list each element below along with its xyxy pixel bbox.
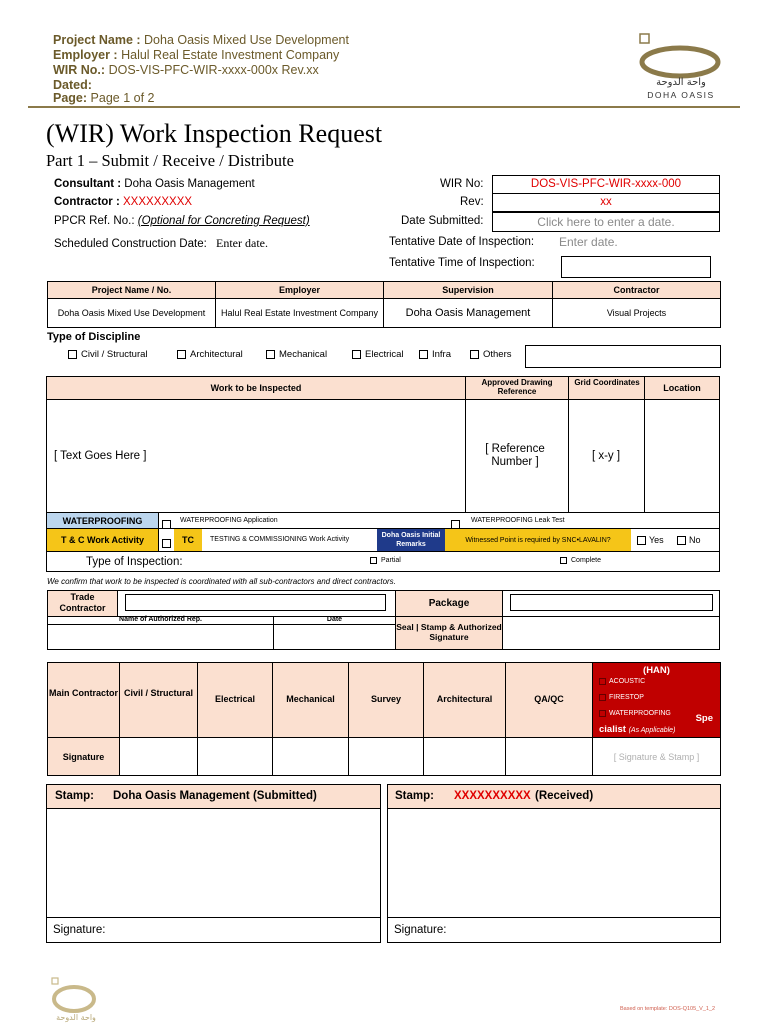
parties-header-employer: Employer bbox=[216, 282, 384, 299]
initial-remarks-label: Doha Oasis Initial Remarks bbox=[377, 529, 445, 551]
work-header-drawing: Approved Drawing Reference bbox=[481, 378, 553, 396]
parties-employer-value: Halul Real Estate Investment Company bbox=[216, 299, 384, 328]
tentative-date-label: Tentative Date of Inspection: bbox=[389, 236, 535, 248]
tentative-time-label: Tentative Time of Inspection: bbox=[389, 257, 535, 269]
ppcr-value[interactable]: (Optional for Concreting Request) bbox=[137, 215, 310, 227]
divider bbox=[158, 529, 159, 551]
specialist-b: cialist bbox=[599, 724, 626, 735]
wir-no-field[interactable]: DOS-VIS-PFC-WIR-xxxx-000 bbox=[492, 175, 720, 194]
signoff-mechanical: Mechanical bbox=[286, 694, 335, 704]
discipline-electrical-label: Electrical bbox=[365, 349, 404, 360]
specialist-a: Spe bbox=[695, 713, 713, 724]
page-title: (WIR) Work Inspection Request bbox=[46, 119, 383, 148]
discipline-infra-label: Infra bbox=[432, 349, 452, 360]
signoff-qaqc: QA/QC bbox=[534, 694, 564, 704]
project-label: Project Name : bbox=[53, 33, 141, 47]
parties-table bbox=[47, 281, 721, 328]
parties-header-project: Project Name / No. bbox=[48, 282, 216, 299]
date-label: Date bbox=[326, 616, 343, 623]
checkbox[interactable] bbox=[266, 350, 275, 359]
trade-date-field[interactable] bbox=[274, 625, 395, 649]
stamp-left-header bbox=[47, 785, 380, 809]
employer-label: Employer : bbox=[53, 48, 118, 62]
divider bbox=[465, 377, 466, 512]
work-header-grid: Grid Coordinates bbox=[574, 378, 640, 387]
stamp-left-signature: Signature: bbox=[53, 924, 106, 936]
header-rule bbox=[28, 106, 740, 108]
tc-short-label: TC bbox=[174, 529, 202, 551]
sig-survey-field[interactable] bbox=[349, 738, 423, 775]
discipline-civil[interactable] bbox=[68, 349, 148, 360]
signature-row-label: Signature bbox=[48, 738, 119, 775]
seal-field[interactable] bbox=[503, 617, 719, 649]
divider bbox=[47, 917, 380, 918]
sig-architectural-field[interactable] bbox=[424, 738, 505, 775]
divider bbox=[117, 591, 118, 616]
contractor-label: Contractor : bbox=[54, 196, 120, 208]
footer-template: Based on template: DOS-Q105_V_1_2 bbox=[620, 1006, 716, 1012]
as-applicable: (As Applicable) bbox=[628, 727, 676, 734]
page-subtitle: Part 1 – Submit / Receive / Distribute bbox=[46, 151, 294, 170]
auth-rep-field[interactable] bbox=[48, 625, 273, 649]
work-text[interactable]: [ Text Goes Here ] bbox=[54, 450, 147, 462]
parties-supervision-value: Doha Oasis Management bbox=[384, 299, 553, 328]
tc-activity-label: T & C Work Activity bbox=[47, 529, 158, 551]
checkbox[interactable] bbox=[68, 350, 77, 359]
witness-yes[interactable] bbox=[637, 535, 664, 545]
stamp-left-area[interactable] bbox=[47, 810, 380, 917]
stamp-left-label: Stamp: bbox=[55, 790, 94, 802]
parties-header-supervision: Supervision bbox=[384, 282, 553, 299]
page-value: Page 1 of 2 bbox=[90, 91, 155, 105]
signoff-architectural: Architectural bbox=[436, 694, 493, 704]
project-value: Doha Oasis Mixed Use Development bbox=[144, 33, 349, 47]
discipline-label: Type of Discipline bbox=[47, 331, 141, 343]
discipline-architectural[interactable] bbox=[177, 349, 243, 360]
stamp-right-signature: Signature: bbox=[394, 924, 447, 936]
rev-field[interactable]: xx bbox=[492, 193, 720, 212]
han-waterproofing-label: WATERPROOFING bbox=[609, 710, 671, 717]
inspection-partial[interactable] bbox=[370, 557, 401, 564]
grid-coordinates[interactable]: [ x-y ] bbox=[591, 450, 621, 462]
package-field[interactable] bbox=[510, 594, 713, 611]
date-submitted-label: Date Submitted: bbox=[401, 215, 484, 227]
wp-app-label: WATERPROOFING Application bbox=[180, 517, 278, 524]
divider bbox=[47, 399, 719, 400]
checkbox[interactable] bbox=[419, 350, 428, 359]
tentative-time-field[interactable] bbox=[561, 256, 711, 278]
signoff-survey: Survey bbox=[370, 694, 402, 704]
yes-label: Yes bbox=[649, 535, 664, 545]
witness-no[interactable] bbox=[677, 535, 701, 545]
ppcr-row bbox=[54, 215, 310, 227]
logo-text: DOHA OASIS bbox=[647, 90, 715, 100]
employer-value: Halul Real Estate Investment Company bbox=[121, 48, 340, 62]
sched-label: Scheduled Construction Date: bbox=[54, 238, 207, 250]
sig-qaqc-field[interactable] bbox=[506, 738, 592, 775]
page-label: Page: bbox=[53, 91, 88, 105]
consultant-row bbox=[54, 178, 255, 190]
parties-header-contractor: Contractor bbox=[553, 282, 721, 299]
divider bbox=[568, 377, 569, 512]
consultant-label: Consultant : bbox=[54, 178, 122, 190]
tentative-date-field[interactable]: Enter date. bbox=[559, 235, 618, 249]
footer-logo-arabic: واحة الدوحة bbox=[56, 1013, 96, 1022]
divider bbox=[388, 917, 720, 918]
sig-specialist-field[interactable]: [ Signature & Stamp ] bbox=[613, 751, 700, 762]
sched-row bbox=[54, 236, 268, 251]
date-submitted-field[interactable]: Click here to enter a date. bbox=[492, 212, 720, 232]
han-acoustic-label: ACOUSTIC bbox=[609, 678, 646, 685]
stamp-right-label: Stamp: bbox=[395, 790, 434, 802]
han-firestop-label: FIRESTOP bbox=[609, 694, 644, 701]
checkbox[interactable] bbox=[352, 350, 361, 359]
han-label: (HAN) bbox=[643, 665, 670, 676]
wir-value: DOS-VIS-PFC-WIR-xxxx-000x Rev.xx bbox=[108, 63, 319, 77]
header-employer bbox=[53, 48, 339, 63]
dated-label: Dated: bbox=[53, 78, 92, 92]
trade-contractor-field[interactable] bbox=[125, 594, 386, 611]
work-header-work: Work to be Inspected bbox=[210, 383, 302, 393]
type-inspection-label: Type of Inspection: bbox=[86, 556, 183, 568]
package-label: Package bbox=[396, 591, 502, 616]
stamp-right-suffix: (Received) bbox=[535, 790, 594, 802]
stamp-right-area[interactable] bbox=[388, 810, 720, 917]
parties-project-value: Doha Oasis Mixed Use Development bbox=[48, 299, 216, 328]
signoff-electrical: Electrical bbox=[214, 694, 256, 704]
discipline-mechanical-label: Mechanical bbox=[279, 349, 328, 360]
han-acoustic[interactable] bbox=[599, 678, 645, 685]
discipline-infra[interactable] bbox=[419, 349, 451, 360]
wp-leak-label: WATERPROOFING Leak Test bbox=[471, 517, 565, 524]
han-waterproofing[interactable] bbox=[599, 710, 671, 717]
logo-arabic: واحة الدوحة bbox=[656, 77, 706, 88]
discipline-civil-label: Civil / Structural bbox=[81, 349, 148, 360]
consultant-value: Doha Oasis Management bbox=[124, 178, 255, 190]
header-wir bbox=[53, 63, 319, 78]
header-page bbox=[53, 91, 154, 106]
rev-label: Rev: bbox=[460, 196, 484, 208]
sig-electrical-field[interactable] bbox=[198, 738, 272, 775]
discipline-electrical[interactable] bbox=[352, 349, 404, 360]
signoff-civil: Civil / Structural bbox=[123, 688, 194, 698]
parties-contractor-value: Visual Projects bbox=[553, 299, 721, 328]
sig-civil-field[interactable] bbox=[120, 738, 197, 775]
waterproofing-label: WATERPROOFING bbox=[47, 513, 158, 528]
sched-date-field[interactable]: Enter date. bbox=[216, 236, 268, 250]
location-field[interactable] bbox=[645, 400, 719, 512]
no-label: No bbox=[689, 535, 701, 545]
reference-number[interactable]: [ Reference Number ] bbox=[485, 443, 545, 468]
wir-no-label: WIR No: bbox=[440, 178, 484, 190]
discipline-others-label: Others bbox=[483, 349, 512, 360]
checkbox[interactable] bbox=[470, 350, 479, 359]
tc-desc: TESTING & COMMISSIONING Work Activity bbox=[210, 536, 350, 543]
sig-mechanical-field[interactable] bbox=[273, 738, 348, 775]
divider bbox=[47, 551, 719, 552]
specialist-line bbox=[599, 724, 675, 735]
confirm-note: We confirm that work to be inspected is coordinated with all sub-contractors and direct contractors. bbox=[47, 577, 396, 586]
footer-oasis-icon bbox=[46, 975, 106, 1015]
wp-app-checkbox[interactable] bbox=[162, 516, 171, 534]
witness-question: Witnessed Point is required by SNC•LAVALIN? bbox=[445, 529, 631, 551]
contractor-value[interactable]: XXXXXXXXX bbox=[123, 196, 193, 208]
others-field[interactable] bbox=[525, 345, 721, 368]
han-block bbox=[593, 663, 720, 737]
work-header-location: Location bbox=[663, 383, 701, 393]
discipline-others[interactable] bbox=[470, 349, 512, 360]
stamp-right-header bbox=[388, 785, 720, 809]
signoff-main-contractor: Main Contractor bbox=[48, 688, 118, 698]
discipline-mechanical[interactable] bbox=[266, 349, 327, 360]
wir-label: WIR No.: bbox=[53, 63, 106, 77]
stamp-right-value[interactable]: XXXXXXXXXX bbox=[454, 790, 531, 802]
footer-logo bbox=[46, 975, 106, 1015]
seal-label: Seal | Stamp & Authorized Signature bbox=[396, 617, 502, 649]
partial-label: Partial bbox=[381, 557, 401, 564]
header-project bbox=[53, 33, 349, 48]
checkbox[interactable] bbox=[177, 350, 186, 359]
ppcr-label: PPCR Ref. No.: bbox=[54, 215, 135, 227]
auth-rep-label: Name of Authorized Rep. bbox=[119, 616, 202, 623]
stamp-left-value: Doha Oasis Management (Submitted) bbox=[113, 790, 317, 802]
discipline-architectural-label: Architectural bbox=[190, 349, 243, 360]
complete-label: Complete bbox=[571, 557, 601, 564]
contractor-row bbox=[54, 196, 192, 208]
divider bbox=[158, 513, 159, 528]
han-firestop[interactable] bbox=[599, 694, 644, 701]
inspection-complete[interactable] bbox=[560, 557, 601, 564]
trade-contractor-label: Trade Contractor bbox=[48, 591, 117, 616]
